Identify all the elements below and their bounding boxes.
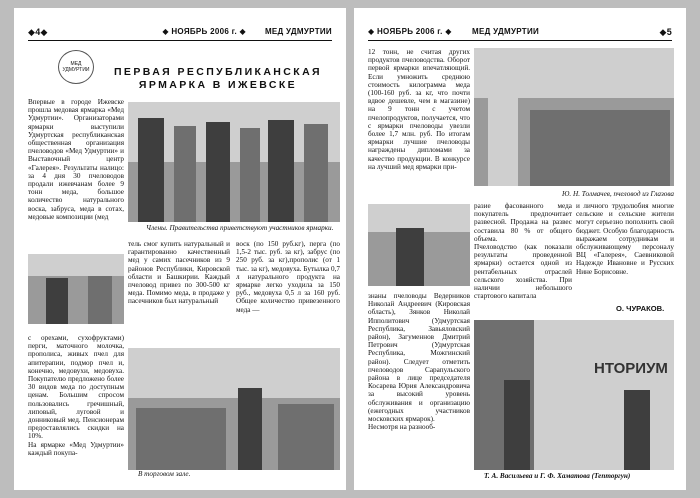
- right-page-number: ◆5: [659, 27, 672, 37]
- photo-woman-with-honey: [368, 204, 470, 286]
- right-header-publication: МЕД УДМУРТИИ: [472, 27, 540, 36]
- left-header: [28, 26, 332, 41]
- right-col-2: знаны пчеловоды Ведерников Николай Андреевич (Кировская область), Зянков Николай Ипполитович (Удмуртская Республика, Завьяловский район), Загуменнов Дмитрий Петрович (Удмуртская Республика, Можгинский район). Следует отметить пчеловодов Сарапульского района в лице председателя Косарева Юрия Александровича за высокий уровень обслуживания и организацию (ежегодных участников московских ярмарок). Несмотря на разнооб-: [368, 292, 470, 432]
- author-signature: О. ЧУРАКОВ.: [616, 304, 665, 313]
- right-col-3: разие фасованного меда покупатель предпочитает развесной. Продажа на развес составила 80 % от общего объема. Пчеловодство (как показали результаты проведенной ярмарки) остается одной из рентабельных отраслей сельского хозяйства. При наличии небольшого стартового капитала: [474, 202, 572, 301]
- left-col-3: воск (по 150 руб.кг), перга (по 1,5-2 тыс. руб. за кг), забрус (по 250 руб. за кг),прополис (от 1 тыс. за кг), медовуха. Бутылка 0,7 л натурального продукта на ярмарке легко уходила за 150 руб., медовуха 0,5 л за 160 руб. Общее количество привезенного меда —: [236, 240, 340, 314]
- left-page: [14, 8, 346, 490]
- photo3-caption: В торговом зале.: [138, 470, 191, 478]
- photo1-caption: Члены. Правительства приветствуют участников ярмарки.: [146, 224, 334, 232]
- sign-text: НТОРИУМ: [594, 360, 668, 377]
- right-header: [368, 26, 672, 41]
- photo-trading-hall: [128, 348, 340, 470]
- photo-government-members: [128, 102, 340, 222]
- left-col-1: Впервые в городе Ижевске прошла медовая ярмарка «Мед Удмуртии». Организаторами ярмарки выступили Удмуртская республиканская общественная организация пчеловодов «Мед Удмуртии» и Выставочный центр «Галерея». Результаты налицо: за 4 дня 30 пчеловодов продали ижевчанам более 9 тонн меда, большое количество натурального воска, забруса, меда в сотах, медовые композиции (мед: [28, 98, 124, 221]
- left-header-publication: МЕД УДМУРТИИ: [264, 27, 332, 36]
- left-header-date: ◆ НОЯБРЬ 2006 г. ◆: [162, 27, 246, 36]
- right-col-4: и личного трудолюбия многие сельские и сельские жители могут серьезно пополнить свой бюджет. Особую благодарность выражаем сотрудникам и обслуживающему персоналу ВЦ «Галерея», Саевниковой Надежде Ивановне и Русских Нине Борисовне.: [576, 202, 674, 276]
- photo-vasilieva-khamatova: [474, 320, 674, 470]
- right-header-date: ◆ НОЯБРЬ 2006 г. ◆: [368, 27, 452, 36]
- right-page: [354, 8, 686, 490]
- photo-tolmachev: [474, 48, 674, 186]
- photo-woman-at-stand: [28, 254, 124, 324]
- left-col-2: тель смог купить натуральный и гарантированно качественный мед у самих пасечников из 9 районов Республики, Кировской области и Башкирии. Каждый пчеловод привез по 300-500 кг меда. Помимо меда, в продаже у пасечников был натуральный: [128, 240, 230, 306]
- photo-tolmachev-caption: Ю. Н. Толмачев, пчеловод из Глазова: [562, 190, 674, 198]
- article-title: ПЕРВАЯ РЕСПУБЛИКАНСКАЯ ЯРМАРКА В ИЖЕВСКЕ: [113, 66, 323, 91]
- left-page-number: ◆4◆: [28, 27, 48, 37]
- left-col-1b: с орехами, сухофруктами) перги, маточного молочка, прополиса, живых пчел для апитерапии, подмор пчел и, конечно, медовухи, медовуха. Покупателю предложено более 30 видов меда по доступным ценам. Большим спросом пользовались гречишный, липовый, луговой и донниковый мед. Пенсионерам предоставлялись скидки на 10%. На ярмарке «Мед Удмуртии» каждый покупа-: [28, 334, 124, 457]
- right-col-1: 12 тонн, не считая других продуктов пчеловодства. Оборот первой ярмарки впечатляющий. Если умножить среднюю стоимость килограмма меда (100-160 руб. за кг, что почти вдвое дешевле, чем в магазине) на 9 тонн с учетом пчелопродуктов, получается, что с ярмарки пчеловоды увезли более 1,7 млн. руб. По итогам ярмарки лучшие пчеловоды награждены дипломами за качество продукции. В конкурсе на лучший мед ярмарки при-: [368, 48, 470, 171]
- photo-vasilieva-caption: Т. А. Васильева и Г. Ф. Хаматова (Тепторгун): [484, 472, 631, 480]
- publication-logo: МЕД УДМУРТИИ: [58, 50, 94, 84]
